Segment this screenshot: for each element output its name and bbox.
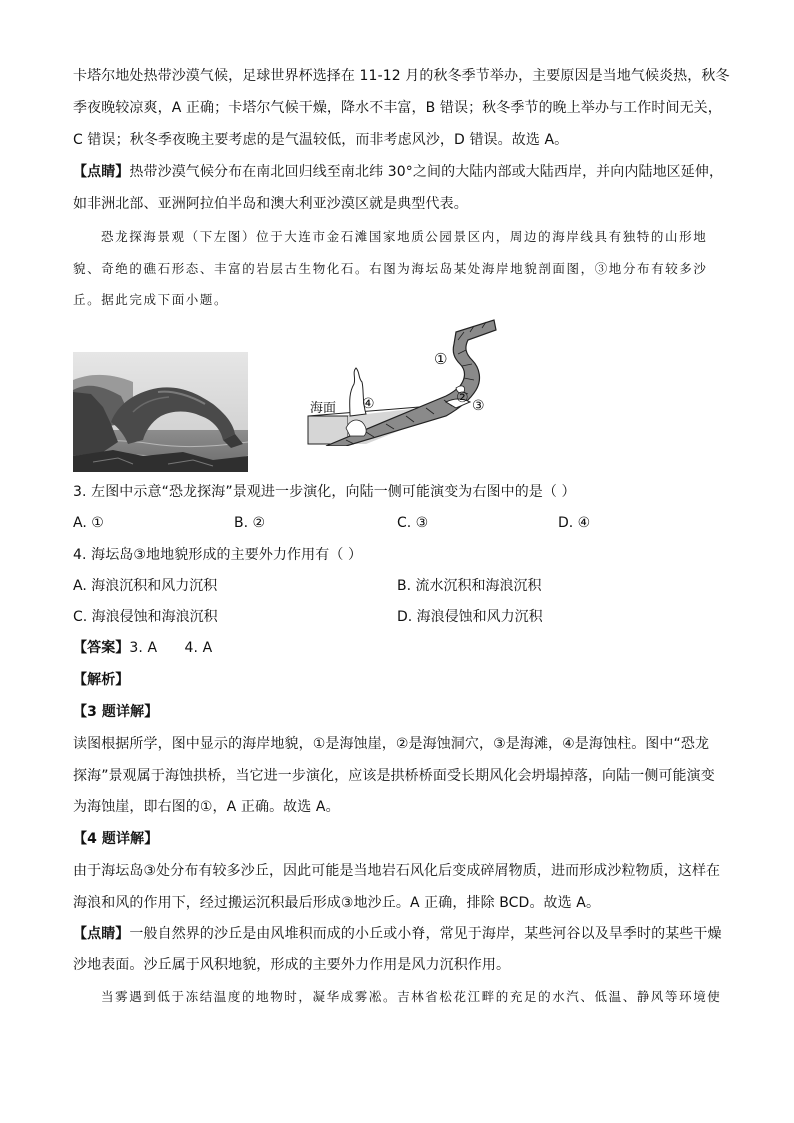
- intro-line: 貌、奇绝的礁石形态、丰富的岩层古生物化石。右图为海坛岛某处海岸地貌剖面图，③地分布有较多沙: [73, 261, 708, 276]
- intro-line: 恐龙探海景观（下左图）位于大连市金石滩国家地质公园景区内，周边的海岸线具有独特的山形地: [101, 229, 708, 244]
- detail-3-tag: 【3 题详解】: [73, 704, 159, 720]
- label-4: ④: [362, 396, 375, 412]
- text-line: 读图根据所学，图中显示的海岸地貌，①是海蚀崖，②是海蚀洞穴，③是海滩，④是海蚀柱。图中“恐龙: [73, 736, 710, 752]
- note-tag: 【点睛】: [73, 164, 130, 180]
- text-line: 季夜晚较凉爽，A 正确；卡塔尔气候干燥，降水不丰富，B 错误；秋冬季节的晚上举办与工作时间无关，: [73, 100, 722, 116]
- q4-option-a[interactable]: A. 海浪沉积和风力沉积: [73, 578, 218, 594]
- sea-arch-photo: [73, 352, 248, 472]
- text-line: 由于海坛岛③处分布有较多沙丘，因此可能是当地岩石风化后变成碎屑物质，进而形成沙粒物质，这样在: [73, 863, 721, 879]
- q4-option-c[interactable]: C. 海浪侵蚀和海浪沉积: [73, 609, 218, 625]
- text-line: C 错误；秋冬季夜晚主要考虑的是气温较低，而非考虑风沙，D 错误。故选 A。: [73, 132, 569, 148]
- coastal-profile-diagram: [306, 318, 524, 446]
- text-line: 海浪和风的作用下，经过搬运沉积最后形成③地沙丘。A 正确，排除 BCD。故选 A。: [73, 895, 601, 911]
- question-3-stem: 3. 左图中示意“恐龙探海”景观进一步演化，向陆一侧可能演变为右图中的是（ ）: [73, 484, 576, 500]
- label-1: ①: [434, 350, 448, 368]
- sea-surface-label: 海面: [310, 400, 337, 415]
- label-3: ③: [472, 398, 485, 414]
- q4-option-d[interactable]: D. 海浪侵蚀和风力沉积: [397, 609, 543, 625]
- q4-option-b[interactable]: B. 流水沉积和海浪沉积: [397, 578, 542, 594]
- text-line: 探海”景观属于海蚀拱桥，当它进一步演化，应该是拱桥桥面受长期风化会坍塌掉落，向陆一侧可能演变: [73, 768, 715, 784]
- label-2: ②: [456, 390, 469, 406]
- q3-option-a[interactable]: A. ①: [73, 515, 104, 531]
- answer-text: 3. A 4. A: [129, 640, 213, 656]
- q3-option-c[interactable]: C. ③: [397, 515, 429, 531]
- answer-tag: 【答案】: [73, 640, 130, 656]
- intro-line: 当雾遇到低于冻结温度的地物时，凝华成雾凇。吉林省松花江畔的充足的水汽、低温、静风等环境使: [101, 989, 722, 1004]
- intro-line: 丘。据此完成下面小题。: [73, 292, 229, 307]
- note-tag: 【点睛】: [73, 926, 130, 942]
- text-line: 为海蚀崖，即右图的①，A 正确。故选 A。: [73, 799, 340, 815]
- note-text: 热带沙漠气候分布在南北回归线至南北纬 30°之间的大陆内部或大陆西岸，并向内陆地区延伸，: [129, 164, 724, 180]
- note-line: [73, 924, 723, 944]
- q3-option-b[interactable]: B. ②: [234, 515, 266, 531]
- answer-line: [73, 638, 723, 658]
- question-4-stem: 4. 海坛岛③地地貌形成的主要外力作用有（ ）: [73, 547, 363, 563]
- text-line: 卡塔尔地处热带沙漠气候，足球世界杯选择在 11-12 月的秋冬季节举办，主要原因是当地气候炎热，秋冬: [73, 68, 730, 84]
- note-text: 一般自然界的沙丘是由风堆积而成的小丘或小脊，常见于海岸，某些河谷以及旱季时的某些干燥: [129, 926, 722, 942]
- detail-4-tag: 【4 题详解】: [73, 831, 159, 847]
- text-line: 如非洲北部、亚洲阿拉伯半岛和澳大利亚沙漠区就是典型代表。: [73, 196, 468, 212]
- q3-option-d[interactable]: D. ④: [558, 515, 591, 531]
- note-line: [73, 162, 723, 182]
- analysis-tag: 【解析】: [73, 672, 130, 688]
- text-line: 沙地表面。沙丘属于风积地貌，形成的主要外力作用是风力沉积作用。: [73, 957, 511, 973]
